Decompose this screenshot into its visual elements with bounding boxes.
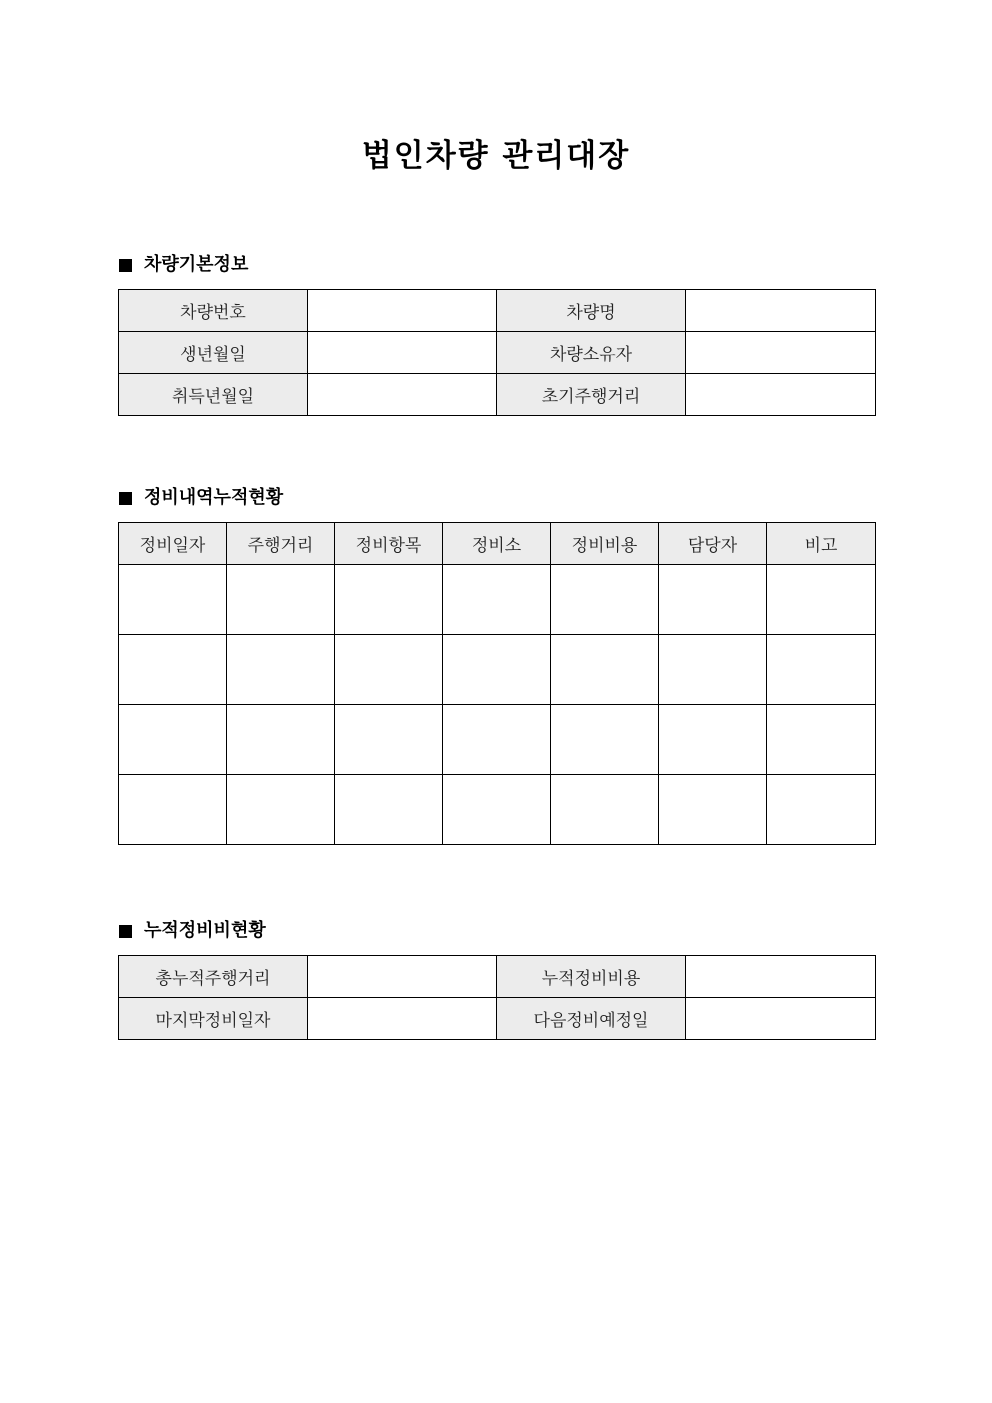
data-cell[interactable] [659,705,767,775]
column-header: 정비일자 [119,523,227,565]
data-cell[interactable] [443,565,551,635]
data-cell[interactable] [551,635,659,705]
value-cell[interactable] [686,332,876,374]
data-cell[interactable] [767,775,876,845]
data-cell[interactable] [659,635,767,705]
data-cell[interactable] [659,775,767,845]
section-heading-label: 누적정비비현황 [144,920,266,941]
value-cell[interactable] [308,290,497,332]
basic-info-table [118,289,876,416]
table-header-row [119,523,876,565]
data-cell[interactable] [119,565,227,635]
label-cell: 총누적주행거리 [119,956,308,998]
label-cell: 초기주행거리 [497,374,686,416]
table-row [119,998,876,1040]
section-heading-label: 차량기본정보 [144,254,249,275]
label-cell: 마지막정비일자 [119,998,308,1040]
column-header: 주행거리 [227,523,335,565]
label-cell: 차량번호 [119,290,308,332]
section-heading-label: 정비내역누적현황 [144,487,284,508]
label-cell: 취득년월일 [119,374,308,416]
data-cell[interactable] [119,705,227,775]
column-header: 정비소 [443,523,551,565]
page-title: 법인차량 관리대장 [361,138,631,174]
table-row [119,775,876,845]
section-heading-basic [119,253,248,277]
data-cell[interactable] [335,705,443,775]
value-cell[interactable] [686,956,876,998]
data-cell[interactable] [551,775,659,845]
square-bullet-icon [119,259,132,272]
table-row [119,705,876,775]
column-header: 정비비용 [551,523,659,565]
square-bullet-icon [119,492,132,505]
data-cell[interactable] [551,565,659,635]
table-row [119,290,876,332]
value-cell[interactable] [308,998,497,1040]
data-cell[interactable] [443,635,551,705]
data-cell[interactable] [443,775,551,845]
table-row [119,635,876,705]
section-heading-maintenance [119,486,283,510]
data-cell[interactable] [767,705,876,775]
value-cell[interactable] [686,290,876,332]
value-cell[interactable] [308,374,497,416]
value-cell[interactable] [686,998,876,1040]
table-row [119,565,876,635]
data-cell[interactable] [119,635,227,705]
data-cell[interactable] [659,565,767,635]
table-row [119,332,876,374]
summary-table [118,955,876,1040]
value-cell[interactable] [686,374,876,416]
value-cell[interactable] [308,956,497,998]
data-cell[interactable] [227,635,335,705]
column-header: 담당자 [659,523,767,565]
label-cell: 누적정비비용 [497,956,686,998]
section-heading-summary [119,919,266,943]
data-cell[interactable] [227,705,335,775]
column-header: 비고 [767,523,876,565]
label-cell: 다음정비예정일 [497,998,686,1040]
data-cell[interactable] [227,775,335,845]
label-cell: 생년월일 [119,332,308,374]
data-cell[interactable] [335,565,443,635]
label-cell: 차량명 [497,290,686,332]
maintenance-table [118,522,876,845]
data-cell[interactable] [443,705,551,775]
square-bullet-icon [119,925,132,938]
table-row [119,374,876,416]
data-cell[interactable] [767,635,876,705]
column-header: 정비항목 [335,523,443,565]
data-cell[interactable] [119,775,227,845]
data-cell[interactable] [767,565,876,635]
label-cell: 차량소유자 [497,332,686,374]
table-row [119,956,876,998]
data-cell[interactable] [335,775,443,845]
data-cell[interactable] [551,705,659,775]
value-cell[interactable] [308,332,497,374]
data-cell[interactable] [227,565,335,635]
data-cell[interactable] [335,635,443,705]
